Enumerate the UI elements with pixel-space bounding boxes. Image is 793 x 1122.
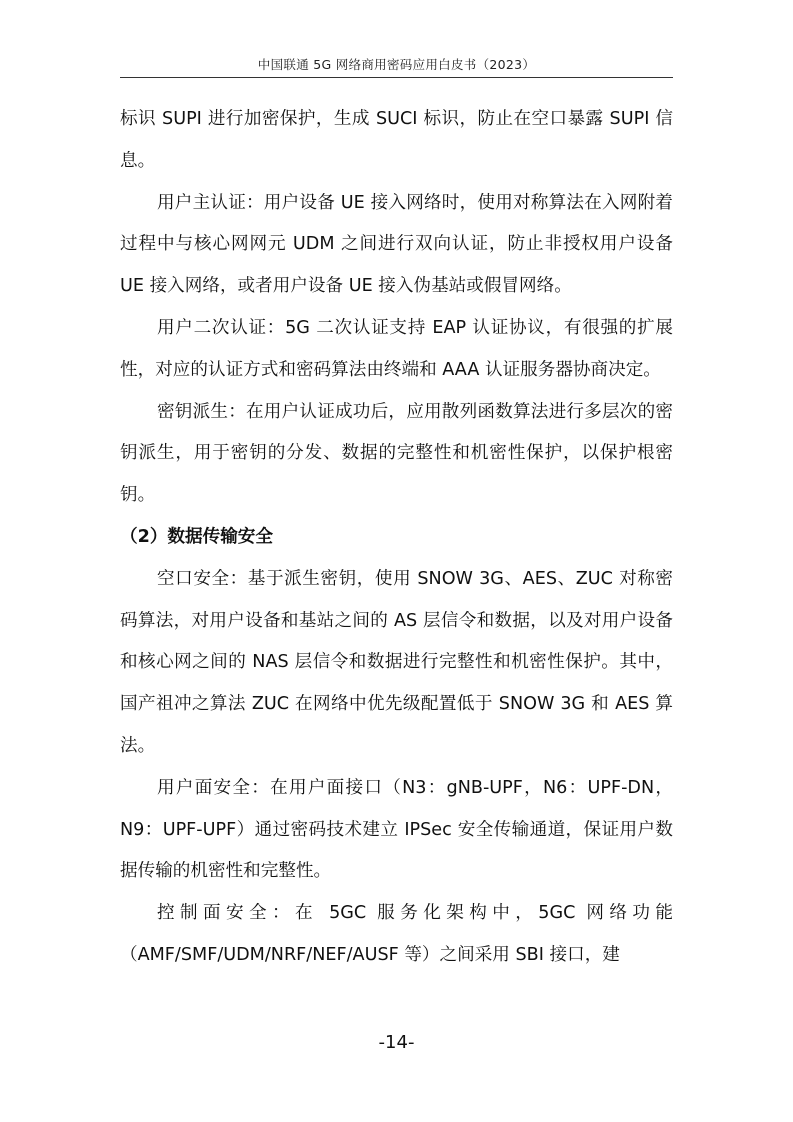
body-text: [120, 99, 673, 977]
section-heading-data-transmission-security: （2）数据传输安全: [120, 526, 273, 547]
paragraph-supi-continuation: 标识 SUPI 进行加密保护，生成 SUCI 标识，防止在空口暴露 SUPI 信息。: [120, 109, 673, 171]
paragraph-control-plane-security: 控制面安全：在 5GC 服务化架构中，5GC 网络功能（AMF/SMF/UDM/NRF/NEF/AUSF 等）之间采用 SBI 接口，建: [120, 903, 673, 965]
paragraph-key-derivation: 密钥派生：在用户认证成功后，应用散列函数算法进行多层次的密钥派生，用于密钥的分发、数据的完整性和机密性保护，以保护根密钥。: [120, 401, 673, 506]
paragraph-secondary-authentication: 用户二次认证：5G 二次认证支持 EAP 认证协议，有很强的扩展性，对应的认证方式和密码算法由终端和 AAA 认证服务器协商决定。: [120, 317, 673, 380]
running-header: 中国联通 5G 网络商用密码应用白皮书（2023）: [257, 57, 536, 72]
header-divider: [120, 77, 673, 78]
paragraph-air-interface-security: 空口安全：基于派生密钥，使用 SNOW 3G、AES、ZUC 对称密码算法，对用户设备和基站之间的 AS 层信令和数据，以及对用户设备和核心网之间的 NAS 层信令和数据进行完整性和机密性保护。其中，国产祖冲之算法 ZUC 在网络中优先级配置低于 SNOW 3G 和 AES 算法。: [120, 568, 673, 756]
page-number: -14-: [378, 1032, 415, 1053]
paragraph-user-plane-security: 用户面安全：在用户面接口（N3：gNB-UPF，N6：UPF-DN，N9：UPF-UPF）通过密码技术建立 IPSec 安全传输通道，保证用户数据传输的机密性和完整性。: [120, 777, 673, 882]
paragraph-primary-authentication: 用户主认证：用户设备 UE 接入网络时，使用对称算法在入网附着过程中与核心网网元 UDM 之间进行双向认证，防止非授权用户设备 UE 接入网络，或者用户设备 UE 接入伪基站或假冒网络。: [120, 192, 673, 297]
